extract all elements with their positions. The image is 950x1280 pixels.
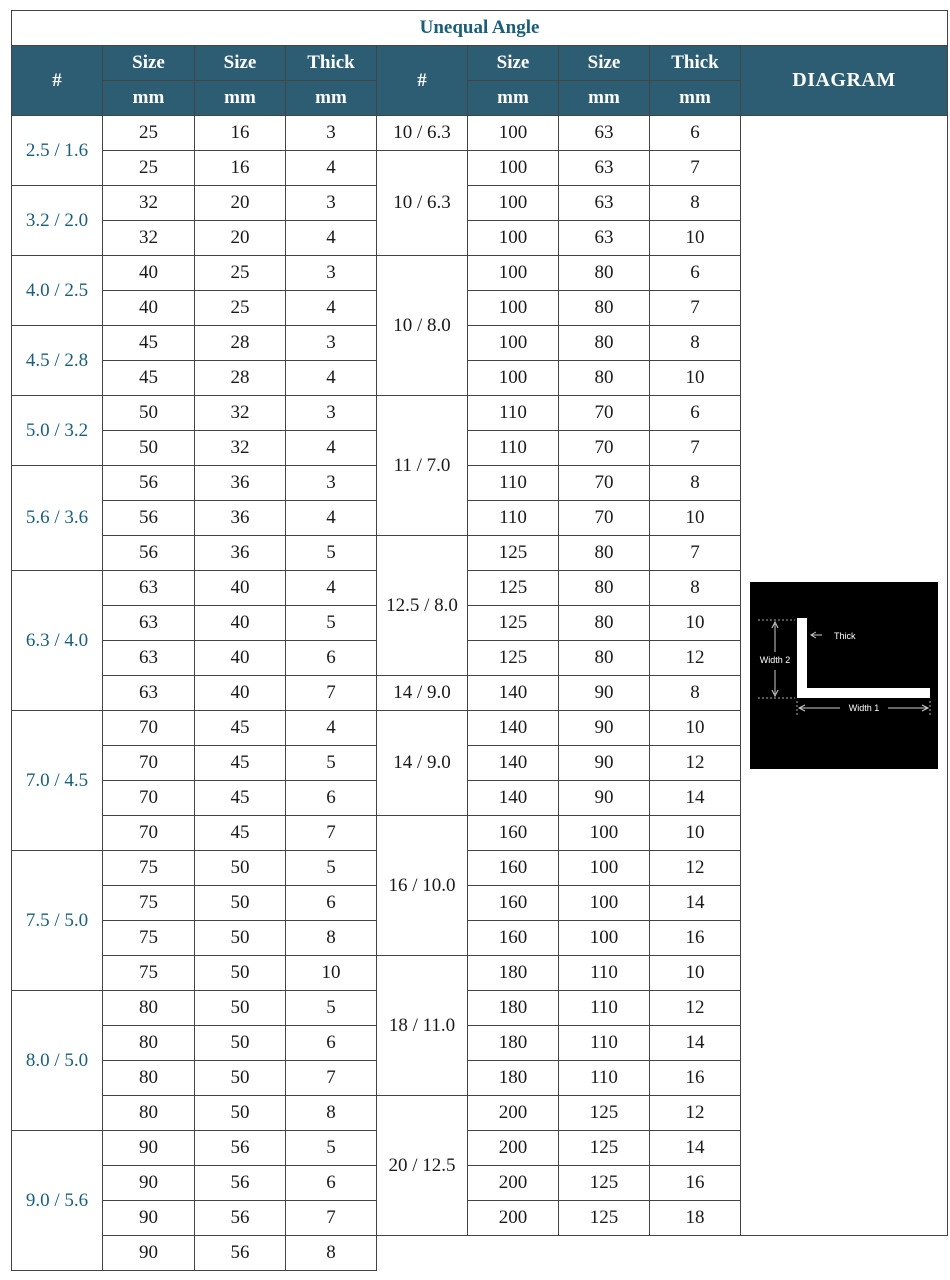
right-size-1-cell: 160 xyxy=(468,851,559,886)
left-thick-cell: 4 xyxy=(286,221,377,256)
left-thick-cell: 7 xyxy=(286,676,377,711)
left-size-2-cell: 56 xyxy=(195,1131,286,1166)
right-size-2-cell: 80 xyxy=(559,326,650,361)
right-size-1-cell: 100 xyxy=(468,151,559,186)
right-size-2-cell: 125 xyxy=(559,1166,650,1201)
left-size-2-cell: 40 xyxy=(195,606,286,641)
right-size-2-cell: 125 xyxy=(559,1096,650,1131)
angle-diagram-icon xyxy=(750,582,938,769)
right-size-2-cell: 80 xyxy=(559,606,650,641)
right-size-1-cell: 200 xyxy=(468,1201,559,1236)
angle-diagram xyxy=(750,582,938,769)
left-size-1-cell: 32 xyxy=(103,221,195,256)
right-size-2-cell: 63 xyxy=(559,221,650,256)
right-size-2-cell: 110 xyxy=(559,1026,650,1061)
diagram-cell xyxy=(741,116,948,1236)
left-size-1-cell: 56 xyxy=(103,501,195,536)
right-thick-cell: 6 xyxy=(650,256,741,291)
left-size-1-cell: 45 xyxy=(103,361,195,396)
right-thick-cell: 10 xyxy=(650,956,741,991)
right-size-2-cell: 110 xyxy=(559,1061,650,1096)
header-unit-thick-left: mm xyxy=(286,81,377,116)
left-size-1-cell: 90 xyxy=(103,1166,195,1201)
width-1-label: Width 1 xyxy=(848,703,880,713)
left-size-1-cell: 50 xyxy=(103,431,195,466)
right-group-label: 10 / 6.3 xyxy=(377,151,468,256)
right-size-1-cell: 200 xyxy=(468,1131,559,1166)
right-size-2-cell: 70 xyxy=(559,466,650,501)
left-thick-cell: 3 xyxy=(286,326,377,361)
right-group-label: 18 / 11.0 xyxy=(377,956,468,1096)
right-size-1-cell: 160 xyxy=(468,886,559,921)
left-group-label: 3.2 / 2.0 xyxy=(12,186,103,256)
left-size-2-cell: 20 xyxy=(195,221,286,256)
right-thick-cell: 10 xyxy=(650,606,741,641)
left-thick-cell: 6 xyxy=(286,781,377,816)
left-size-1-cell: 75 xyxy=(103,886,195,921)
left-size-1-cell: 45 xyxy=(103,326,195,361)
right-group-label: 16 / 10.0 xyxy=(377,816,468,956)
left-size-1-cell: 80 xyxy=(103,1096,195,1131)
left-size-1-cell: 75 xyxy=(103,921,195,956)
left-thick-cell: 4 xyxy=(286,711,377,746)
header-thick-left: Thick xyxy=(286,46,377,81)
right-size-2-cell: 100 xyxy=(559,921,650,956)
header-thick-right: Thick xyxy=(650,46,741,81)
header-unit-thick-right: mm xyxy=(650,81,741,116)
right-size-1-cell: 100 xyxy=(468,116,559,151)
right-thick-cell: 14 xyxy=(650,1026,741,1061)
left-size-1-cell: 90 xyxy=(103,1201,195,1236)
left-size-2-cell: 50 xyxy=(195,1061,286,1096)
right-size-1-cell: 125 xyxy=(468,536,559,571)
left-size-1-cell: 63 xyxy=(103,606,195,641)
left-thick-cell: 5 xyxy=(286,536,377,571)
left-size-2-cell: 28 xyxy=(195,361,286,396)
right-thick-cell: 10 xyxy=(650,501,741,536)
right-thick-cell: 10 xyxy=(650,361,741,396)
left-size-1-cell: 80 xyxy=(103,1061,195,1096)
left-group-label: 2.5 / 1.6 xyxy=(12,116,103,186)
right-thick-cell: 16 xyxy=(650,1061,741,1096)
right-group-label: 10 / 6.3 xyxy=(377,116,468,151)
right-group-label: 14 / 9.0 xyxy=(377,676,468,711)
left-size-2-cell: 16 xyxy=(195,116,286,151)
header-diagram: DIAGRAM xyxy=(741,46,948,116)
right-size-1-cell: 100 xyxy=(468,291,559,326)
left-thick-cell: 6 xyxy=(286,1166,377,1201)
header-size-2-right: Size xyxy=(559,46,650,81)
right-thick-cell: 8 xyxy=(650,326,741,361)
left-size-2-cell: 50 xyxy=(195,1026,286,1061)
right-size-2-cell: 70 xyxy=(559,501,650,536)
left-size-2-cell: 32 xyxy=(195,396,286,431)
right-size-1-cell: 180 xyxy=(468,1061,559,1096)
right-group-label: 12.5 / 8.0 xyxy=(377,536,468,676)
left-thick-cell: 8 xyxy=(286,1236,377,1271)
left-thick-cell: 4 xyxy=(286,431,377,466)
right-size-2-cell: 80 xyxy=(559,291,650,326)
right-size-2-cell: 100 xyxy=(559,816,650,851)
width-2-label: Width 2 xyxy=(759,655,791,665)
right-group-label: 14 / 9.0 xyxy=(377,711,468,816)
left-size-2-cell: 25 xyxy=(195,256,286,291)
right-size-1-cell: 110 xyxy=(468,466,559,501)
right-size-2-cell: 70 xyxy=(559,431,650,466)
left-size-1-cell: 32 xyxy=(103,186,195,221)
right-size-1-cell: 110 xyxy=(468,396,559,431)
left-group-label: 4.0 / 2.5 xyxy=(12,256,103,326)
left-size-2-cell: 50 xyxy=(195,886,286,921)
left-size-2-cell: 40 xyxy=(195,571,286,606)
left-thick-cell: 3 xyxy=(286,186,377,221)
left-thick-cell: 5 xyxy=(286,851,377,886)
left-size-1-cell: 63 xyxy=(103,641,195,676)
left-size-2-cell: 32 xyxy=(195,431,286,466)
left-size-2-cell: 40 xyxy=(195,641,286,676)
right-thick-cell: 18 xyxy=(650,1201,741,1236)
left-group-label: 5.6 / 3.6 xyxy=(12,466,103,571)
left-thick-cell: 5 xyxy=(286,606,377,641)
left-size-1-cell: 63 xyxy=(103,676,195,711)
table-title: Unequal Angle xyxy=(12,11,948,46)
right-thick-cell: 12 xyxy=(650,641,741,676)
right-group-label: 10 / 8.0 xyxy=(377,256,468,396)
left-size-1-cell: 80 xyxy=(103,991,195,1026)
empty-cell xyxy=(741,1236,948,1271)
left-thick-cell: 7 xyxy=(286,1201,377,1236)
table-body xyxy=(12,116,948,1271)
left-thick-cell: 8 xyxy=(286,1096,377,1131)
right-thick-cell: 14 xyxy=(650,886,741,921)
right-size-2-cell: 63 xyxy=(559,116,650,151)
header-size-2-left: Size xyxy=(195,46,286,81)
right-size-1-cell: 160 xyxy=(468,921,559,956)
header-hash-right: # xyxy=(377,46,468,116)
left-size-1-cell: 50 xyxy=(103,396,195,431)
right-size-1-cell: 100 xyxy=(468,186,559,221)
header-unit-size-1-right: mm xyxy=(468,81,559,116)
right-size-1-cell: 140 xyxy=(468,781,559,816)
right-thick-cell: 7 xyxy=(650,536,741,571)
left-size-2-cell: 45 xyxy=(195,781,286,816)
left-thick-cell: 5 xyxy=(286,746,377,781)
right-size-2-cell: 90 xyxy=(559,711,650,746)
left-size-2-cell: 45 xyxy=(195,816,286,851)
left-size-2-cell: 50 xyxy=(195,991,286,1026)
left-size-2-cell: 40 xyxy=(195,676,286,711)
table-row xyxy=(12,1236,948,1271)
right-size-1-cell: 140 xyxy=(468,746,559,781)
left-size-1-cell: 75 xyxy=(103,851,195,886)
left-size-2-cell: 50 xyxy=(195,921,286,956)
left-group-label: 7.0 / 4.5 xyxy=(12,711,103,851)
left-size-2-cell: 45 xyxy=(195,711,286,746)
right-size-1-cell: 180 xyxy=(468,1026,559,1061)
right-size-1-cell: 100 xyxy=(468,221,559,256)
right-thick-cell: 7 xyxy=(650,151,741,186)
right-size-1-cell: 100 xyxy=(468,256,559,291)
left-size-2-cell: 50 xyxy=(195,956,286,991)
table-row xyxy=(12,116,948,151)
left-thick-cell: 7 xyxy=(286,816,377,851)
left-thick-cell: 4 xyxy=(286,501,377,536)
left-thick-cell: 10 xyxy=(286,956,377,991)
left-thick-cell: 4 xyxy=(286,151,377,186)
left-size-2-cell: 45 xyxy=(195,746,286,781)
right-size-1-cell: 125 xyxy=(468,641,559,676)
thick-label: Thick xyxy=(834,631,856,641)
left-size-2-cell: 20 xyxy=(195,186,286,221)
header-unit-size-2-right: mm xyxy=(559,81,650,116)
left-size-2-cell: 56 xyxy=(195,1166,286,1201)
right-size-2-cell: 80 xyxy=(559,571,650,606)
right-size-2-cell: 110 xyxy=(559,956,650,991)
left-thick-cell: 3 xyxy=(286,466,377,501)
right-size-1-cell: 180 xyxy=(468,956,559,991)
left-group-label: 4.5 / 2.8 xyxy=(12,326,103,396)
right-thick-cell: 14 xyxy=(650,1131,741,1166)
right-size-1-cell: 125 xyxy=(468,571,559,606)
left-size-1-cell: 90 xyxy=(103,1131,195,1166)
left-size-2-cell: 28 xyxy=(195,326,286,361)
header-unit-size-2-left: mm xyxy=(195,81,286,116)
left-group-label: 6.3 / 4.0 xyxy=(12,571,103,711)
left-thick-cell: 7 xyxy=(286,1061,377,1096)
right-size-2-cell: 100 xyxy=(559,886,650,921)
left-size-1-cell: 25 xyxy=(103,116,195,151)
right-thick-cell: 12 xyxy=(650,1096,741,1131)
left-size-1-cell: 25 xyxy=(103,151,195,186)
right-size-2-cell: 70 xyxy=(559,396,650,431)
right-thick-cell: 6 xyxy=(650,396,741,431)
right-size-1-cell: 200 xyxy=(468,1096,559,1131)
left-size-1-cell: 70 xyxy=(103,711,195,746)
right-thick-cell: 12 xyxy=(650,991,741,1026)
right-size-1-cell: 140 xyxy=(468,711,559,746)
empty-cell xyxy=(377,1236,741,1271)
left-size-2-cell: 16 xyxy=(195,151,286,186)
left-thick-cell: 3 xyxy=(286,396,377,431)
right-size-1-cell: 160 xyxy=(468,816,559,851)
right-size-2-cell: 80 xyxy=(559,361,650,396)
left-group-label: 9.0 / 5.6 xyxy=(12,1131,103,1271)
right-thick-cell: 12 xyxy=(650,851,741,886)
right-size-1-cell: 100 xyxy=(468,361,559,396)
left-size-2-cell: 25 xyxy=(195,291,286,326)
header-size-1-left: Size xyxy=(103,46,195,81)
left-thick-cell: 3 xyxy=(286,116,377,151)
left-size-2-cell: 50 xyxy=(195,851,286,886)
left-size-1-cell: 80 xyxy=(103,1026,195,1061)
left-group-label: 7.5 / 5.0 xyxy=(12,851,103,991)
right-size-2-cell: 100 xyxy=(559,851,650,886)
right-thick-cell: 8 xyxy=(650,676,741,711)
left-thick-cell: 4 xyxy=(286,361,377,396)
left-size-2-cell: 36 xyxy=(195,466,286,501)
right-thick-cell: 14 xyxy=(650,781,741,816)
right-size-2-cell: 80 xyxy=(559,536,650,571)
left-thick-cell: 5 xyxy=(286,991,377,1026)
right-thick-cell: 7 xyxy=(650,431,741,466)
left-size-1-cell: 40 xyxy=(103,256,195,291)
left-size-1-cell: 56 xyxy=(103,536,195,571)
right-size-1-cell: 180 xyxy=(468,991,559,1026)
right-group-label: 11 / 7.0 xyxy=(377,396,468,536)
right-group-label: 20 / 12.5 xyxy=(377,1096,468,1236)
right-size-1-cell: 110 xyxy=(468,501,559,536)
right-size-2-cell: 80 xyxy=(559,256,650,291)
right-size-2-cell: 80 xyxy=(559,641,650,676)
right-size-2-cell: 90 xyxy=(559,676,650,711)
left-thick-cell: 6 xyxy=(286,641,377,676)
left-size-2-cell: 50 xyxy=(195,1096,286,1131)
right-size-2-cell: 110 xyxy=(559,991,650,1026)
right-size-2-cell: 125 xyxy=(559,1131,650,1166)
right-thick-cell: 10 xyxy=(650,816,741,851)
right-size-2-cell: 90 xyxy=(559,746,650,781)
right-size-1-cell: 100 xyxy=(468,326,559,361)
right-size-2-cell: 90 xyxy=(559,781,650,816)
right-thick-cell: 8 xyxy=(650,186,741,221)
header-unit-size-1-left: mm xyxy=(103,81,195,116)
right-thick-cell: 10 xyxy=(650,221,741,256)
left-group-label: 8.0 / 5.0 xyxy=(12,991,103,1131)
left-size-2-cell: 36 xyxy=(195,501,286,536)
left-size-2-cell: 56 xyxy=(195,1201,286,1236)
left-thick-cell: 6 xyxy=(286,1026,377,1061)
right-thick-cell: 12 xyxy=(650,746,741,781)
header-hash-left: # xyxy=(12,46,103,116)
left-size-1-cell: 70 xyxy=(103,781,195,816)
right-size-2-cell: 63 xyxy=(559,151,650,186)
right-thick-cell: 8 xyxy=(650,571,741,606)
header-size-1-right: Size xyxy=(468,46,559,81)
right-size-1-cell: 140 xyxy=(468,676,559,711)
left-thick-cell: 5 xyxy=(286,1131,377,1166)
left-thick-cell: 6 xyxy=(286,886,377,921)
right-thick-cell: 8 xyxy=(650,466,741,501)
right-thick-cell: 7 xyxy=(650,291,741,326)
left-thick-cell: 4 xyxy=(286,571,377,606)
right-size-1-cell: 200 xyxy=(468,1166,559,1201)
left-thick-cell: 3 xyxy=(286,256,377,291)
left-thick-cell: 8 xyxy=(286,921,377,956)
right-size-1-cell: 125 xyxy=(468,606,559,641)
right-size-2-cell: 125 xyxy=(559,1201,650,1236)
left-size-1-cell: 63 xyxy=(103,571,195,606)
left-size-1-cell: 70 xyxy=(103,816,195,851)
right-size-1-cell: 110 xyxy=(468,431,559,466)
left-size-1-cell: 90 xyxy=(103,1236,195,1271)
right-thick-cell: 10 xyxy=(650,711,741,746)
left-size-2-cell: 56 xyxy=(195,1236,286,1271)
right-thick-cell: 16 xyxy=(650,1166,741,1201)
left-size-1-cell: 75 xyxy=(103,956,195,991)
left-size-1-cell: 70 xyxy=(103,746,195,781)
right-thick-cell: 6 xyxy=(650,116,741,151)
left-group-label: 5.0 / 3.2 xyxy=(12,396,103,466)
right-thick-cell: 16 xyxy=(650,921,741,956)
left-size-1-cell: 40 xyxy=(103,291,195,326)
left-size-1-cell: 56 xyxy=(103,466,195,501)
left-size-2-cell: 36 xyxy=(195,536,286,571)
left-thick-cell: 4 xyxy=(286,291,377,326)
right-size-2-cell: 63 xyxy=(559,186,650,221)
unequal-angle-table xyxy=(11,10,948,1271)
